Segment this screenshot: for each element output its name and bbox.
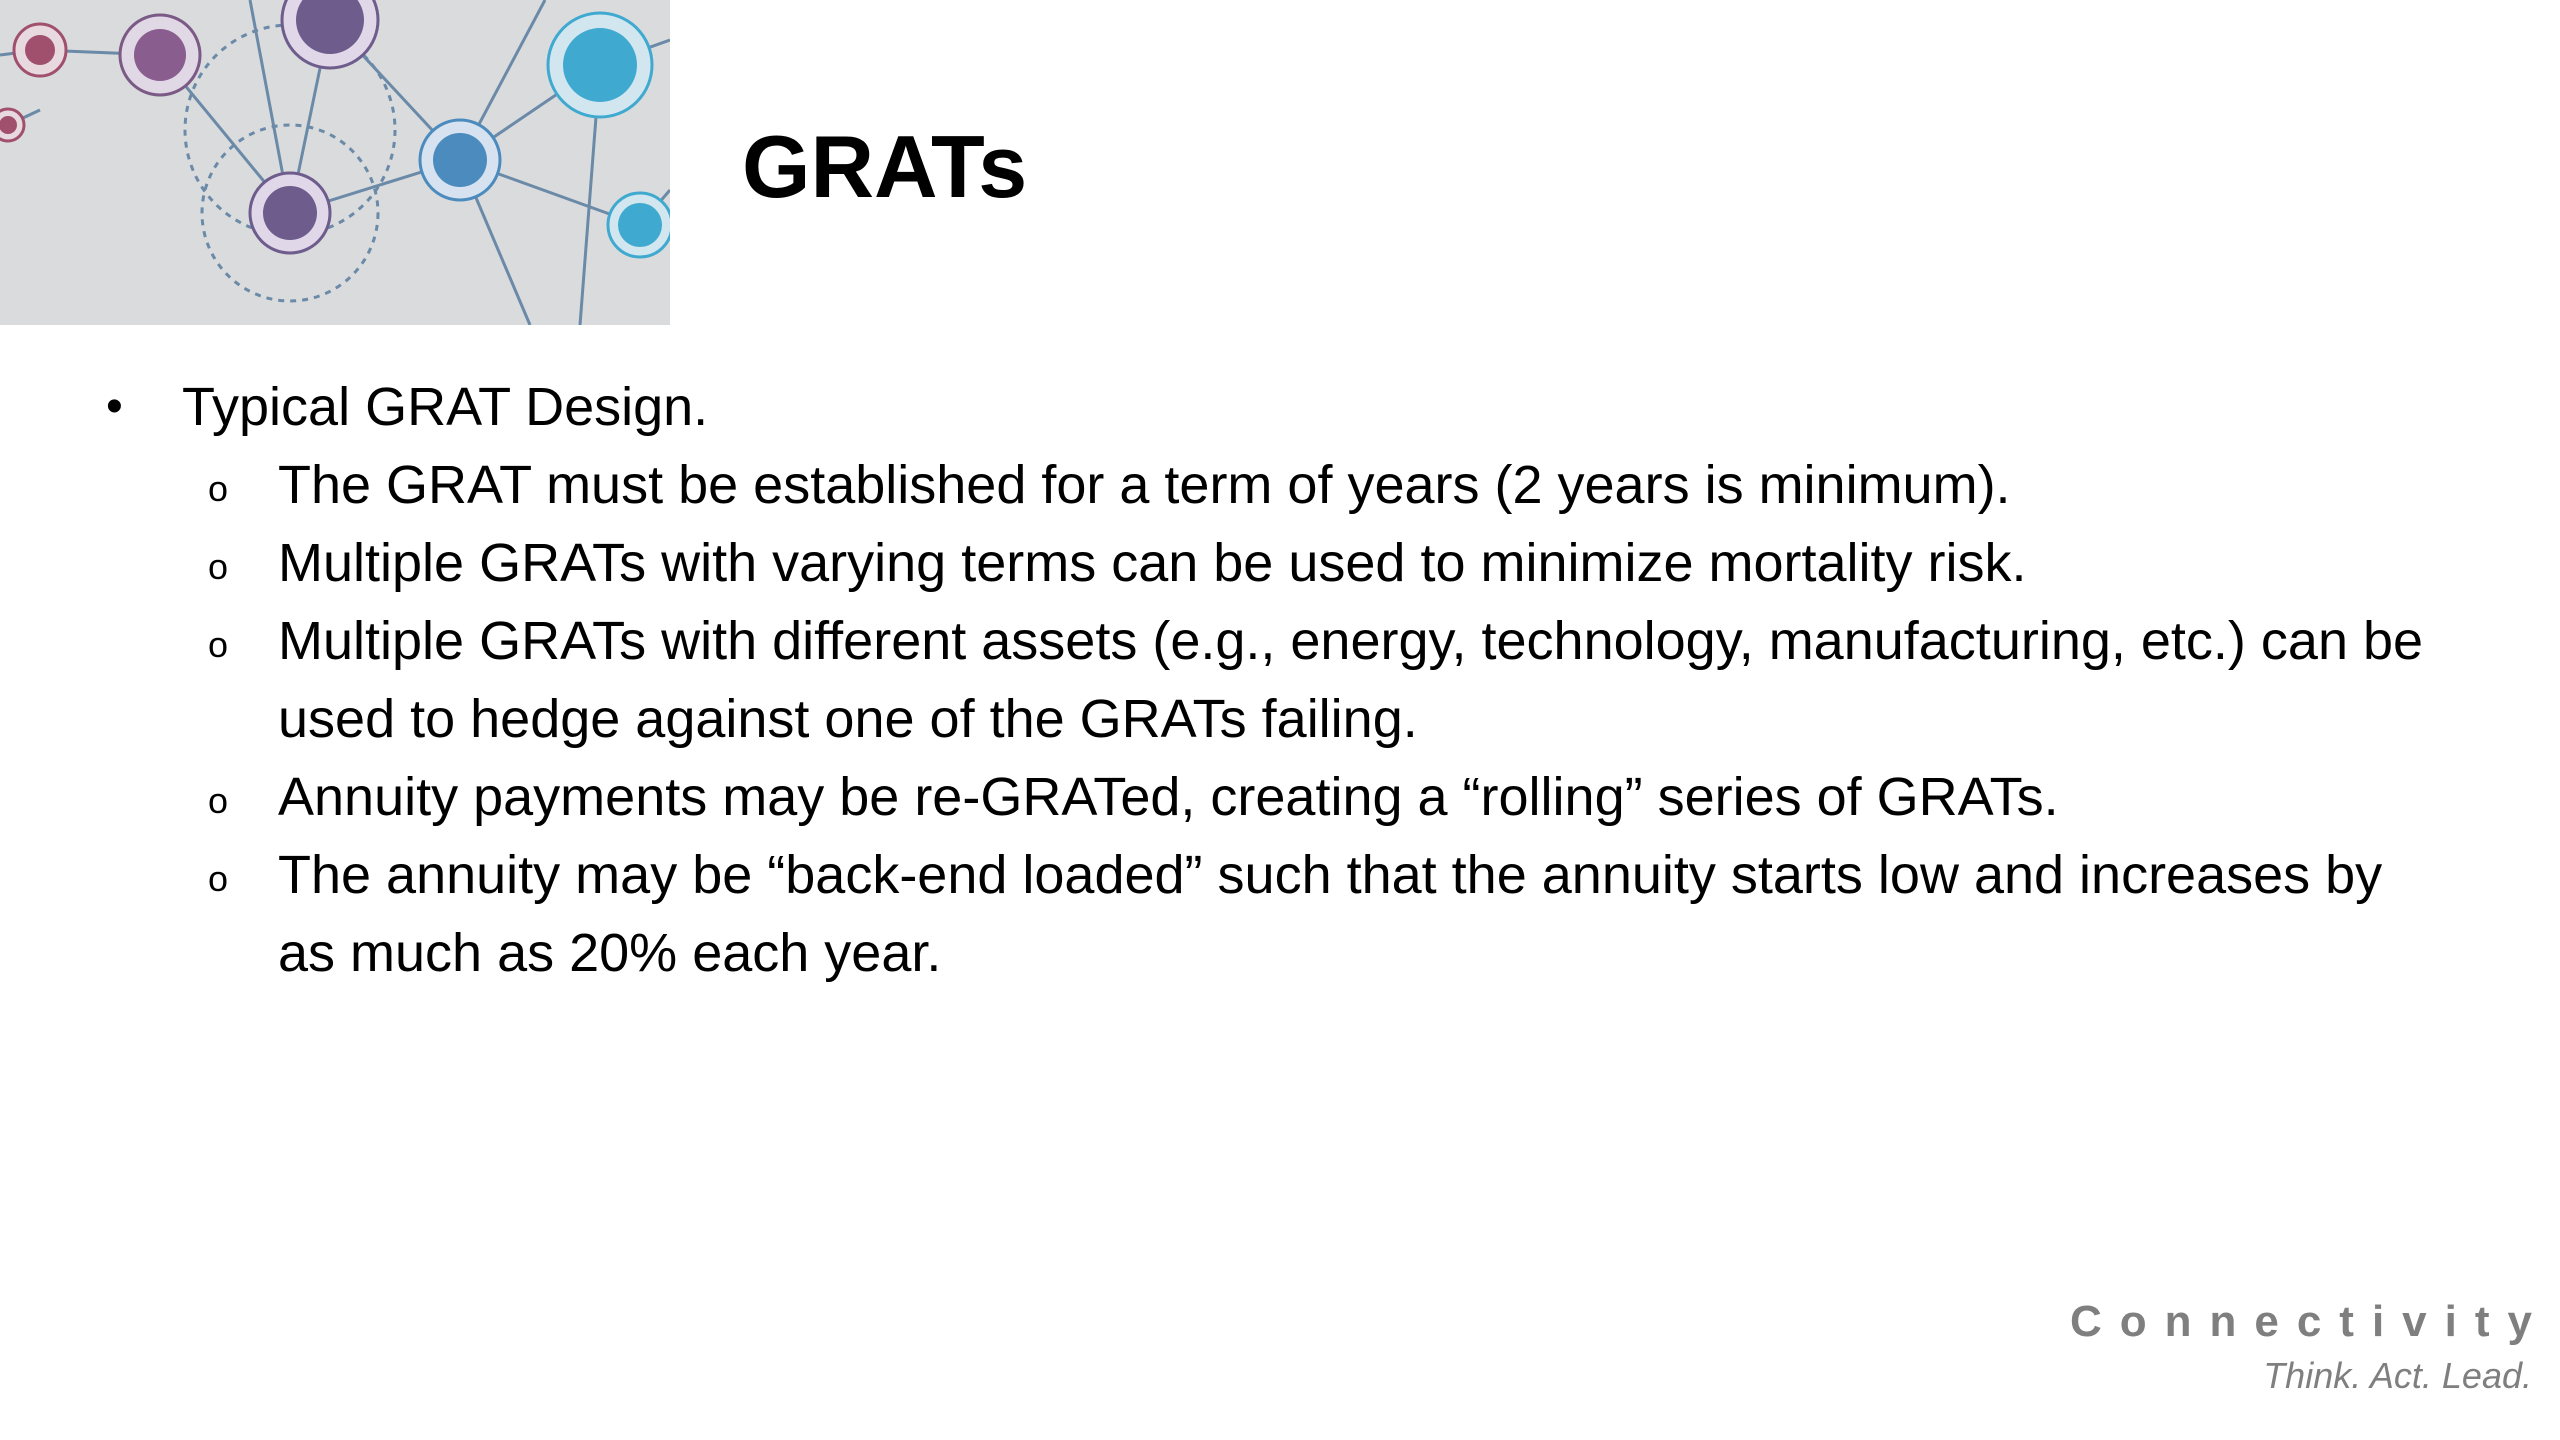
slide-content [100, 368, 2430, 992]
sub-bullet-text: The annuity may be “back-end loaded” such that the annuity starts low and increases by as much as 20% each year. [278, 845, 2383, 983]
sub-bullet-icon: o [208, 624, 229, 665]
sub-bullet-item [100, 836, 2430, 992]
sub-bullet-icon: o [208, 858, 229, 899]
sub-bullet-icon: o [208, 546, 229, 587]
sub-bullet-text: Multiple GRATs with varying terms can be used to minimize mortality risk. [278, 533, 2027, 593]
sub-bullet-item [100, 524, 2430, 602]
network-graph-image [0, 0, 670, 325]
slide-title: GRATs [742, 117, 1028, 216]
network-graph-icon [0, 0, 670, 325]
sub-bullet-text: Multiple GRATs with different assets (e.g., energy, technology, manufacturing, etc.) can be used to hedge against one of the GRATs failing. [278, 611, 2424, 749]
bullet-text: Typical GRAT Design. [182, 377, 709, 437]
brand-tagline: Think. Act. Lead. [2263, 1355, 2532, 1396]
sub-bullet-icon: o [208, 780, 229, 821]
sub-bullet-item [100, 758, 2430, 836]
sub-bullet-item [100, 446, 2430, 524]
brand-logo [2069, 1292, 2550, 1400]
sub-bullet-list [100, 446, 2430, 992]
brand-name: Connectivity [2069, 1297, 2550, 1346]
bullet-icon: • [106, 380, 123, 433]
sub-bullet-text: Annuity payments may be re-GRATed, creating a “rolling” series of GRATs. [278, 767, 2059, 827]
sub-bullet-icon: o [208, 468, 229, 509]
sub-bullet-text: The GRAT must be established for a term of years (2 years is minimum). [278, 455, 2011, 515]
bullet-item [100, 368, 2430, 446]
sub-bullet-item [100, 602, 2430, 758]
